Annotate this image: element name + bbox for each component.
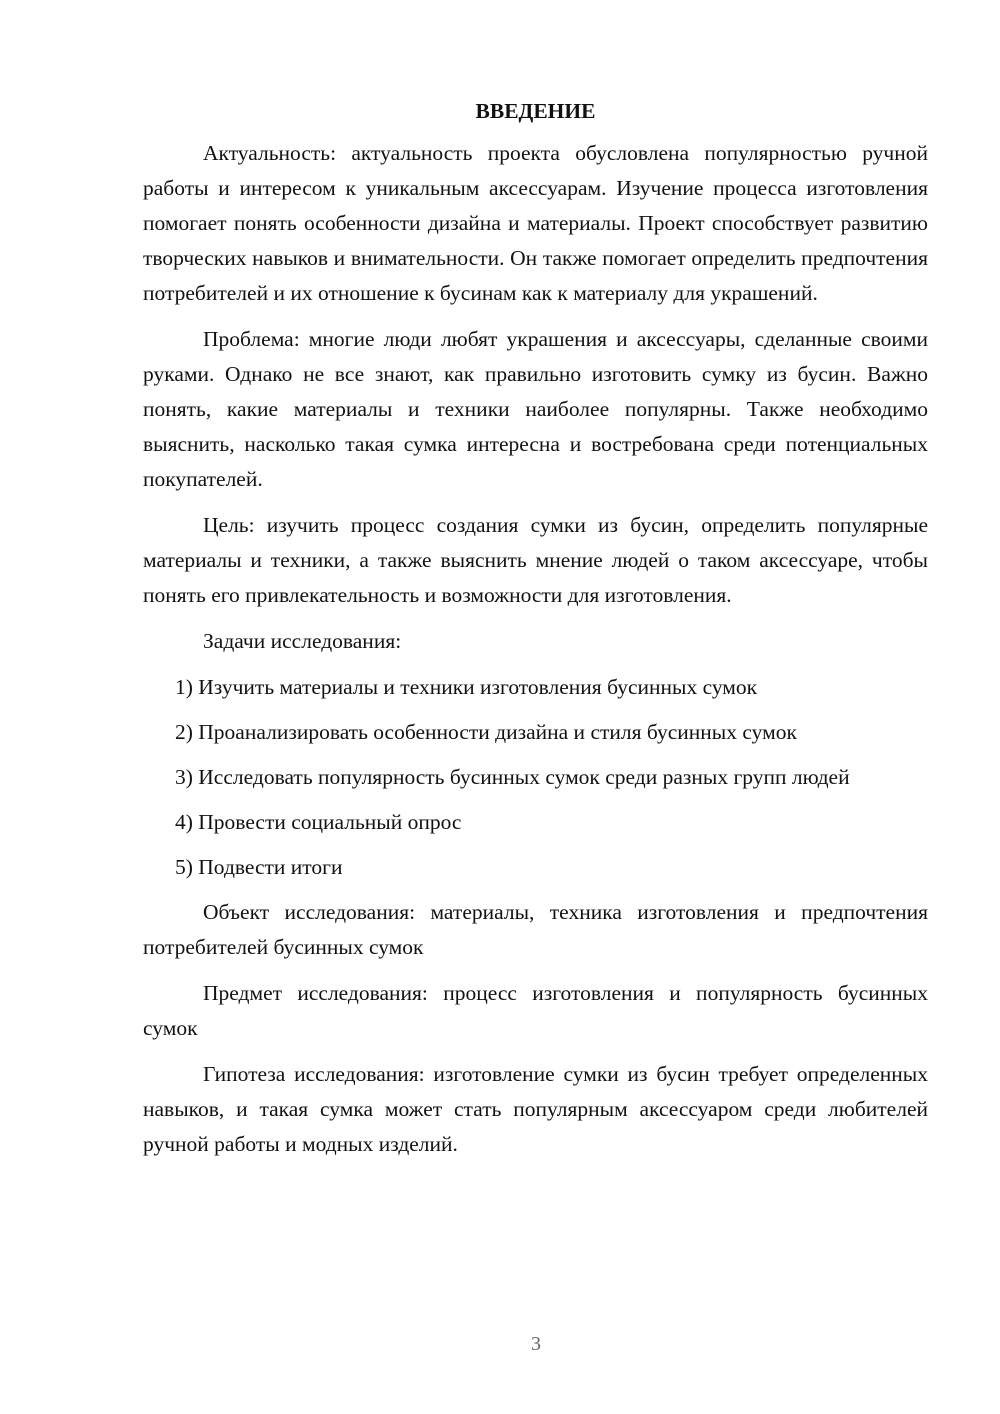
tasks-heading: Задачи исследования: <box>203 629 402 653</box>
paragraph-hypothesis: Гипотеза исследования: изготовление сумки из бусин требует определенных навыков, и такая сумка может стать популярным аксессуаром среди любителей ручной работы и модных изделий. <box>143 1062 928 1156</box>
paragraph-relevance: Актуальность: актуальность проекта обусловлена популярностью ручной работы и интересом к уникальным аксессуарам. Изучение процесса изготовления помогает понять особенности дизайна и материалы. Проект способствует развитию творческих навыков и внимательности. Он также помогает определить предпочтения потребителей и их отношение к бусинам как к материалу для украшений. <box>143 141 928 305</box>
list-item: 4) Провести социальный опрос <box>175 810 462 834</box>
tasks-list <box>143 670 928 885</box>
list-item: 5) Подвести итоги <box>175 855 343 879</box>
section-title: ВВЕДЕНИЕ <box>475 99 596 123</box>
list-item: 1) Изучить материалы и техники изготовления бусинных сумок <box>175 675 758 699</box>
page-number: 3 <box>531 1333 541 1355</box>
paragraph-goal: Цель: изучить процесс создания сумки из бусин, определить популярные материалы и техники, а также выяснить мнение людей о таком аксессуаре, чтобы понять его привлекательность и возможности для изготовления. <box>143 513 928 607</box>
list-item: 3) Исследовать популярность бусинных сумок среди разных групп людей <box>175 765 850 789</box>
paragraph-problem: Проблема: многие люди любят украшения и аксессуары, сделанные своими руками. Однако не все знают, как правильно изготовить сумку из бусин. Важно понять, какие материалы и техники наиболее популярны. Также необходимо выяснить, насколько такая сумка интересна и востребована среди потенциальных покупателей. <box>143 327 928 491</box>
paragraph-subject: Предмет исследования: процесс изготовления и популярность бусинных сумок <box>143 981 928 1040</box>
page-body <box>143 96 928 1162</box>
paragraph-object: Объект исследования: материалы, техника изготовления и предпочтения потребителей бусинных сумок <box>143 900 928 959</box>
list-item: 2) Проанализировать особенности дизайна и стиля бусинных сумок <box>175 720 797 744</box>
